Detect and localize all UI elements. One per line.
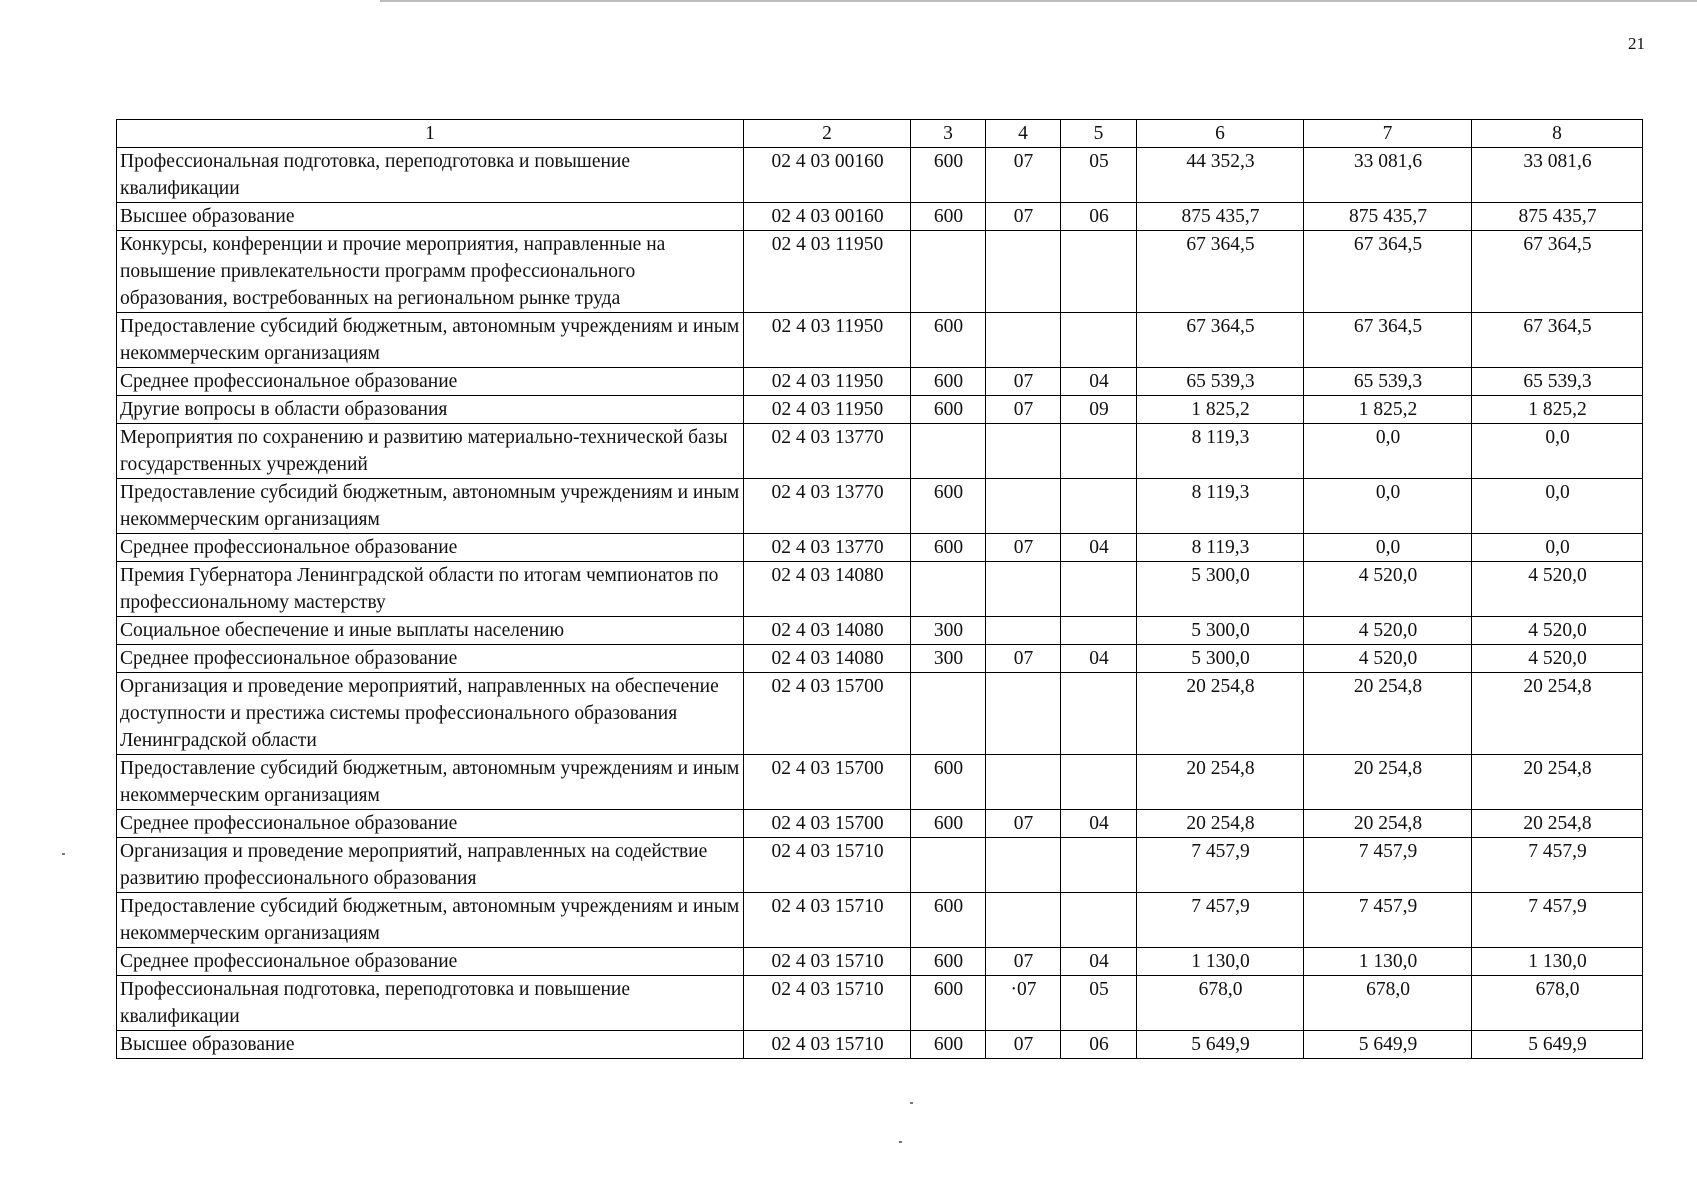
subsection-cell: 04 bbox=[1061, 810, 1137, 838]
amount-year2-cell: 7 457,9 bbox=[1304, 838, 1472, 893]
target-article-cell: 02 4 03 11950 bbox=[744, 368, 911, 396]
section-cell bbox=[986, 424, 1061, 479]
target-article-cell: 02 4 03 11950 bbox=[744, 231, 911, 313]
amount-year2-cell: 0,0 bbox=[1304, 479, 1472, 534]
amount-year1-cell: 8 119,3 bbox=[1137, 534, 1304, 562]
amount-year2-cell: 20 254,8 bbox=[1304, 810, 1472, 838]
amount-year2-cell: 4 520,0 bbox=[1304, 562, 1472, 617]
table-row bbox=[117, 562, 1643, 617]
amount-year2-cell: 1 825,2 bbox=[1304, 396, 1472, 424]
section-cell: 07 bbox=[986, 203, 1061, 231]
expense-type-cell: 600 bbox=[911, 755, 986, 810]
subsection-cell bbox=[1061, 313, 1137, 368]
expense-type-cell: 600 bbox=[911, 976, 986, 1031]
section-cell: 07 bbox=[986, 948, 1061, 976]
column-header: 3 bbox=[911, 120, 986, 148]
target-article-cell: 02 4 03 00160 bbox=[744, 203, 911, 231]
amount-year1-cell: 5 300,0 bbox=[1137, 645, 1304, 673]
section-cell: 07 bbox=[986, 810, 1061, 838]
amount-year3-cell: 5 649,9 bbox=[1472, 1031, 1643, 1059]
row-name-cell: Другие вопросы в области образования bbox=[117, 396, 744, 424]
amount-year3-cell: 875 435,7 bbox=[1472, 203, 1643, 231]
amount-year2-cell: 1 130,0 bbox=[1304, 948, 1472, 976]
target-article-cell: 02 4 03 15710 bbox=[744, 948, 911, 976]
column-header: 5 bbox=[1061, 120, 1137, 148]
expense-type-cell: 600 bbox=[911, 534, 986, 562]
table-row bbox=[117, 810, 1643, 838]
amount-year2-cell: 0,0 bbox=[1304, 534, 1472, 562]
subsection-cell bbox=[1061, 424, 1137, 479]
amount-year2-cell: 20 254,8 bbox=[1304, 755, 1472, 810]
amount-year3-cell: 67 364,5 bbox=[1472, 231, 1643, 313]
row-name-cell: Высшее образование bbox=[117, 1031, 744, 1059]
subsection-cell bbox=[1061, 231, 1137, 313]
amount-year3-cell: 7 457,9 bbox=[1472, 893, 1643, 948]
table-row bbox=[117, 148, 1643, 203]
subsection-cell bbox=[1061, 562, 1137, 617]
row-name-cell: Профессиональная подготовка, переподготовка и повышение квалификации bbox=[117, 148, 744, 203]
column-header: 6 bbox=[1137, 120, 1304, 148]
target-article-cell: 02 4 03 13770 bbox=[744, 534, 911, 562]
budget-table bbox=[116, 119, 1643, 1059]
table-row bbox=[117, 673, 1643, 755]
amount-year3-cell: 4 520,0 bbox=[1472, 562, 1643, 617]
target-article-cell: 02 4 03 13770 bbox=[744, 479, 911, 534]
section-cell bbox=[986, 479, 1061, 534]
amount-year1-cell: 20 254,8 bbox=[1137, 673, 1304, 755]
table-row bbox=[117, 838, 1643, 893]
expense-type-cell bbox=[911, 673, 986, 755]
column-header: 7 bbox=[1304, 120, 1472, 148]
subsection-cell: 04 bbox=[1061, 645, 1137, 673]
amount-year3-cell: 7 457,9 bbox=[1472, 838, 1643, 893]
scan-speck bbox=[899, 1141, 902, 1143]
table-row bbox=[117, 976, 1643, 1031]
expense-type-cell bbox=[911, 562, 986, 617]
subsection-cell bbox=[1061, 893, 1137, 948]
amount-year2-cell: 4 520,0 bbox=[1304, 645, 1472, 673]
section-cell: 07 bbox=[986, 645, 1061, 673]
target-article-cell: 02 4 03 13770 bbox=[744, 424, 911, 479]
amount-year1-cell: 20 254,8 bbox=[1137, 755, 1304, 810]
section-cell: 07 bbox=[986, 148, 1061, 203]
row-name-cell: Предоставление субсидий бюджетным, автономным учреждениям и иным некоммерческим организациям bbox=[117, 755, 744, 810]
target-article-cell: 02 4 03 15700 bbox=[744, 810, 911, 838]
row-name-cell: Организация и проведение мероприятий, направленных на обеспечение доступности и престижа системы профессионального образования Ленинградской области bbox=[117, 673, 744, 755]
section-cell: 07 bbox=[986, 368, 1061, 396]
amount-year3-cell: 67 364,5 bbox=[1472, 313, 1643, 368]
amount-year1-cell: 20 254,8 bbox=[1137, 810, 1304, 838]
expense-type-cell bbox=[911, 838, 986, 893]
row-name-cell: Организация и проведение мероприятий, направленных на содействие развитию профессионального образования bbox=[117, 838, 744, 893]
target-article-cell: 02 4 03 15700 bbox=[744, 755, 911, 810]
expense-type-cell: 600 bbox=[911, 810, 986, 838]
amount-year2-cell: 678,0 bbox=[1304, 976, 1472, 1031]
amount-year1-cell: 8 119,3 bbox=[1137, 424, 1304, 479]
expense-type-cell bbox=[911, 424, 986, 479]
row-name-cell: Профессиональная подготовка, переподготовка и повышение квалификации bbox=[117, 976, 744, 1031]
amount-year1-cell: 875 435,7 bbox=[1137, 203, 1304, 231]
table-row bbox=[117, 617, 1643, 645]
subsection-cell: 04 bbox=[1061, 534, 1137, 562]
section-cell: 07 bbox=[986, 534, 1061, 562]
section-cell bbox=[986, 562, 1061, 617]
amount-year2-cell: 7 457,9 bbox=[1304, 893, 1472, 948]
amount-year1-cell: 1 825,2 bbox=[1137, 396, 1304, 424]
section-cell bbox=[986, 673, 1061, 755]
amount-year3-cell: 1 130,0 bbox=[1472, 948, 1643, 976]
subsection-cell: 05 bbox=[1061, 148, 1137, 203]
expense-type-cell: 600 bbox=[911, 479, 986, 534]
amount-year2-cell: 4 520,0 bbox=[1304, 617, 1472, 645]
amount-year3-cell: 4 520,0 bbox=[1472, 617, 1643, 645]
amount-year2-cell: 33 081,6 bbox=[1304, 148, 1472, 203]
amount-year2-cell: 67 364,5 bbox=[1304, 231, 1472, 313]
page-number: 21 bbox=[1628, 34, 1645, 53]
amount-year1-cell: 5 300,0 bbox=[1137, 562, 1304, 617]
table-row bbox=[117, 231, 1643, 313]
expense-type-cell: 600 bbox=[911, 948, 986, 976]
row-name-cell: Среднее профессиональное образование bbox=[117, 810, 744, 838]
subsection-cell bbox=[1061, 479, 1137, 534]
amount-year2-cell: 0,0 bbox=[1304, 424, 1472, 479]
section-cell bbox=[986, 838, 1061, 893]
subsection-cell bbox=[1061, 617, 1137, 645]
amount-year3-cell: 0,0 bbox=[1472, 534, 1643, 562]
target-article-cell: 02 4 03 14080 bbox=[744, 617, 911, 645]
amount-year3-cell: 4 520,0 bbox=[1472, 645, 1643, 673]
subsection-cell: 05 bbox=[1061, 976, 1137, 1031]
amount-year1-cell: 678,0 bbox=[1137, 976, 1304, 1031]
expense-type-cell: 600 bbox=[911, 1031, 986, 1059]
row-name-cell: Предоставление субсидий бюджетным, автономным учреждениям и иным некоммерческим организациям bbox=[117, 479, 744, 534]
amount-year2-cell: 65 539,3 bbox=[1304, 368, 1472, 396]
amount-year2-cell: 67 364,5 bbox=[1304, 313, 1472, 368]
column-header: 8 bbox=[1472, 120, 1643, 148]
amount-year3-cell: 0,0 bbox=[1472, 424, 1643, 479]
table-row bbox=[117, 534, 1643, 562]
section-cell bbox=[986, 231, 1061, 313]
scan-speck bbox=[62, 853, 65, 855]
table-row bbox=[117, 645, 1643, 673]
row-name-cell: Мероприятия по сохранению и развитию материально-технической базы государственных учреждений bbox=[117, 424, 744, 479]
column-header: 1 bbox=[117, 120, 744, 148]
row-name-cell: Предоставление субсидий бюджетным, автономным учреждениям и иным некоммерческим организациям bbox=[117, 313, 744, 368]
subsection-cell bbox=[1061, 838, 1137, 893]
target-article-cell: 02 4 03 15710 bbox=[744, 1031, 911, 1059]
row-name-cell: Высшее образование bbox=[117, 203, 744, 231]
section-cell bbox=[986, 755, 1061, 810]
target-article-cell: 02 4 03 15710 bbox=[744, 976, 911, 1031]
row-name-cell: Предоставление субсидий бюджетным, автономным учреждениям и иным некоммерческим организациям bbox=[117, 893, 744, 948]
target-article-cell: 02 4 03 14080 bbox=[744, 562, 911, 617]
subsection-cell: 06 bbox=[1061, 1031, 1137, 1059]
scan-speck bbox=[910, 1102, 913, 1104]
amount-year2-cell: 20 254,8 bbox=[1304, 673, 1472, 755]
amount-year1-cell: 67 364,5 bbox=[1137, 231, 1304, 313]
row-name-cell: Конкурсы, конференции и прочие мероприятия, направленные на повышение привлекательности программ профессионального образования, востребованных на региональном рынке труда bbox=[117, 231, 744, 313]
target-article-cell: 02 4 03 15710 bbox=[744, 838, 911, 893]
expense-type-cell: 600 bbox=[911, 313, 986, 368]
amount-year1-cell: 1 130,0 bbox=[1137, 948, 1304, 976]
table-row bbox=[117, 948, 1643, 976]
row-name-cell: Среднее профессиональное образование bbox=[117, 368, 744, 396]
row-name-cell: Среднее профессиональное образование bbox=[117, 645, 744, 673]
column-header: 2 bbox=[744, 120, 911, 148]
expense-type-cell: 600 bbox=[911, 893, 986, 948]
table-row bbox=[117, 755, 1643, 810]
expense-type-cell: 600 bbox=[911, 203, 986, 231]
amount-year1-cell: 67 364,5 bbox=[1137, 313, 1304, 368]
amount-year1-cell: 7 457,9 bbox=[1137, 893, 1304, 948]
table-row bbox=[117, 893, 1643, 948]
amount-year3-cell: 65 539,3 bbox=[1472, 368, 1643, 396]
amount-year1-cell: 5 649,9 bbox=[1137, 1031, 1304, 1059]
subsection-cell: 04 bbox=[1061, 948, 1137, 976]
amount-year2-cell: 875 435,7 bbox=[1304, 203, 1472, 231]
subsection-cell: 09 bbox=[1061, 396, 1137, 424]
table-row bbox=[117, 203, 1643, 231]
expense-type-cell: 600 bbox=[911, 368, 986, 396]
target-article-cell: 02 4 03 14080 bbox=[744, 645, 911, 673]
column-header: 4 bbox=[986, 120, 1061, 148]
section-cell: 07 bbox=[986, 1031, 1061, 1059]
table-row bbox=[117, 424, 1643, 479]
column-number-row bbox=[117, 120, 1643, 148]
amount-year2-cell: 5 649,9 bbox=[1304, 1031, 1472, 1059]
table-row bbox=[117, 368, 1643, 396]
amount-year3-cell: 20 254,8 bbox=[1472, 755, 1643, 810]
subsection-cell bbox=[1061, 755, 1137, 810]
table-row bbox=[117, 1031, 1643, 1059]
section-cell: ·07 bbox=[986, 976, 1061, 1031]
expense-type-cell: 600 bbox=[911, 396, 986, 424]
expense-type-cell: 300 bbox=[911, 645, 986, 673]
amount-year3-cell: 1 825,2 bbox=[1472, 396, 1643, 424]
target-article-cell: 02 4 03 00160 bbox=[744, 148, 911, 203]
target-article-cell: 02 4 03 11950 bbox=[744, 396, 911, 424]
expense-type-cell: 600 bbox=[911, 148, 986, 203]
expense-type-cell: 300 bbox=[911, 617, 986, 645]
expense-type-cell bbox=[911, 231, 986, 313]
amount-year1-cell: 65 539,3 bbox=[1137, 368, 1304, 396]
table-row bbox=[117, 313, 1643, 368]
subsection-cell: 06 bbox=[1061, 203, 1137, 231]
row-name-cell: Социальное обеспечение и иные выплаты населению bbox=[117, 617, 744, 645]
row-name-cell: Премия Губернатора Ленинградской области по итогам чемпионатов по профессиональному мастерству bbox=[117, 562, 744, 617]
amount-year3-cell: 20 254,8 bbox=[1472, 810, 1643, 838]
section-cell bbox=[986, 617, 1061, 645]
target-article-cell: 02 4 03 15700 bbox=[744, 673, 911, 755]
amount-year3-cell: 33 081,6 bbox=[1472, 148, 1643, 203]
target-article-cell: 02 4 03 11950 bbox=[744, 313, 911, 368]
amount-year1-cell: 5 300,0 bbox=[1137, 617, 1304, 645]
amount-year3-cell: 0,0 bbox=[1472, 479, 1643, 534]
section-cell: 07 bbox=[986, 396, 1061, 424]
section-cell bbox=[986, 893, 1061, 948]
table-row bbox=[117, 396, 1643, 424]
amount-year3-cell: 20 254,8 bbox=[1472, 673, 1643, 755]
subsection-cell: 04 bbox=[1061, 368, 1137, 396]
target-article-cell: 02 4 03 15710 bbox=[744, 893, 911, 948]
amount-year3-cell: 678,0 bbox=[1472, 976, 1643, 1031]
subsection-cell bbox=[1061, 673, 1137, 755]
row-name-cell: Среднее профессиональное образование bbox=[117, 534, 744, 562]
amount-year1-cell: 44 352,3 bbox=[1137, 148, 1304, 203]
section-cell bbox=[986, 313, 1061, 368]
amount-year1-cell: 8 119,3 bbox=[1137, 479, 1304, 534]
row-name-cell: Среднее профессиональное образование bbox=[117, 948, 744, 976]
amount-year1-cell: 7 457,9 bbox=[1137, 838, 1304, 893]
top-scan-rule bbox=[380, 0, 1697, 2]
table-row bbox=[117, 479, 1643, 534]
